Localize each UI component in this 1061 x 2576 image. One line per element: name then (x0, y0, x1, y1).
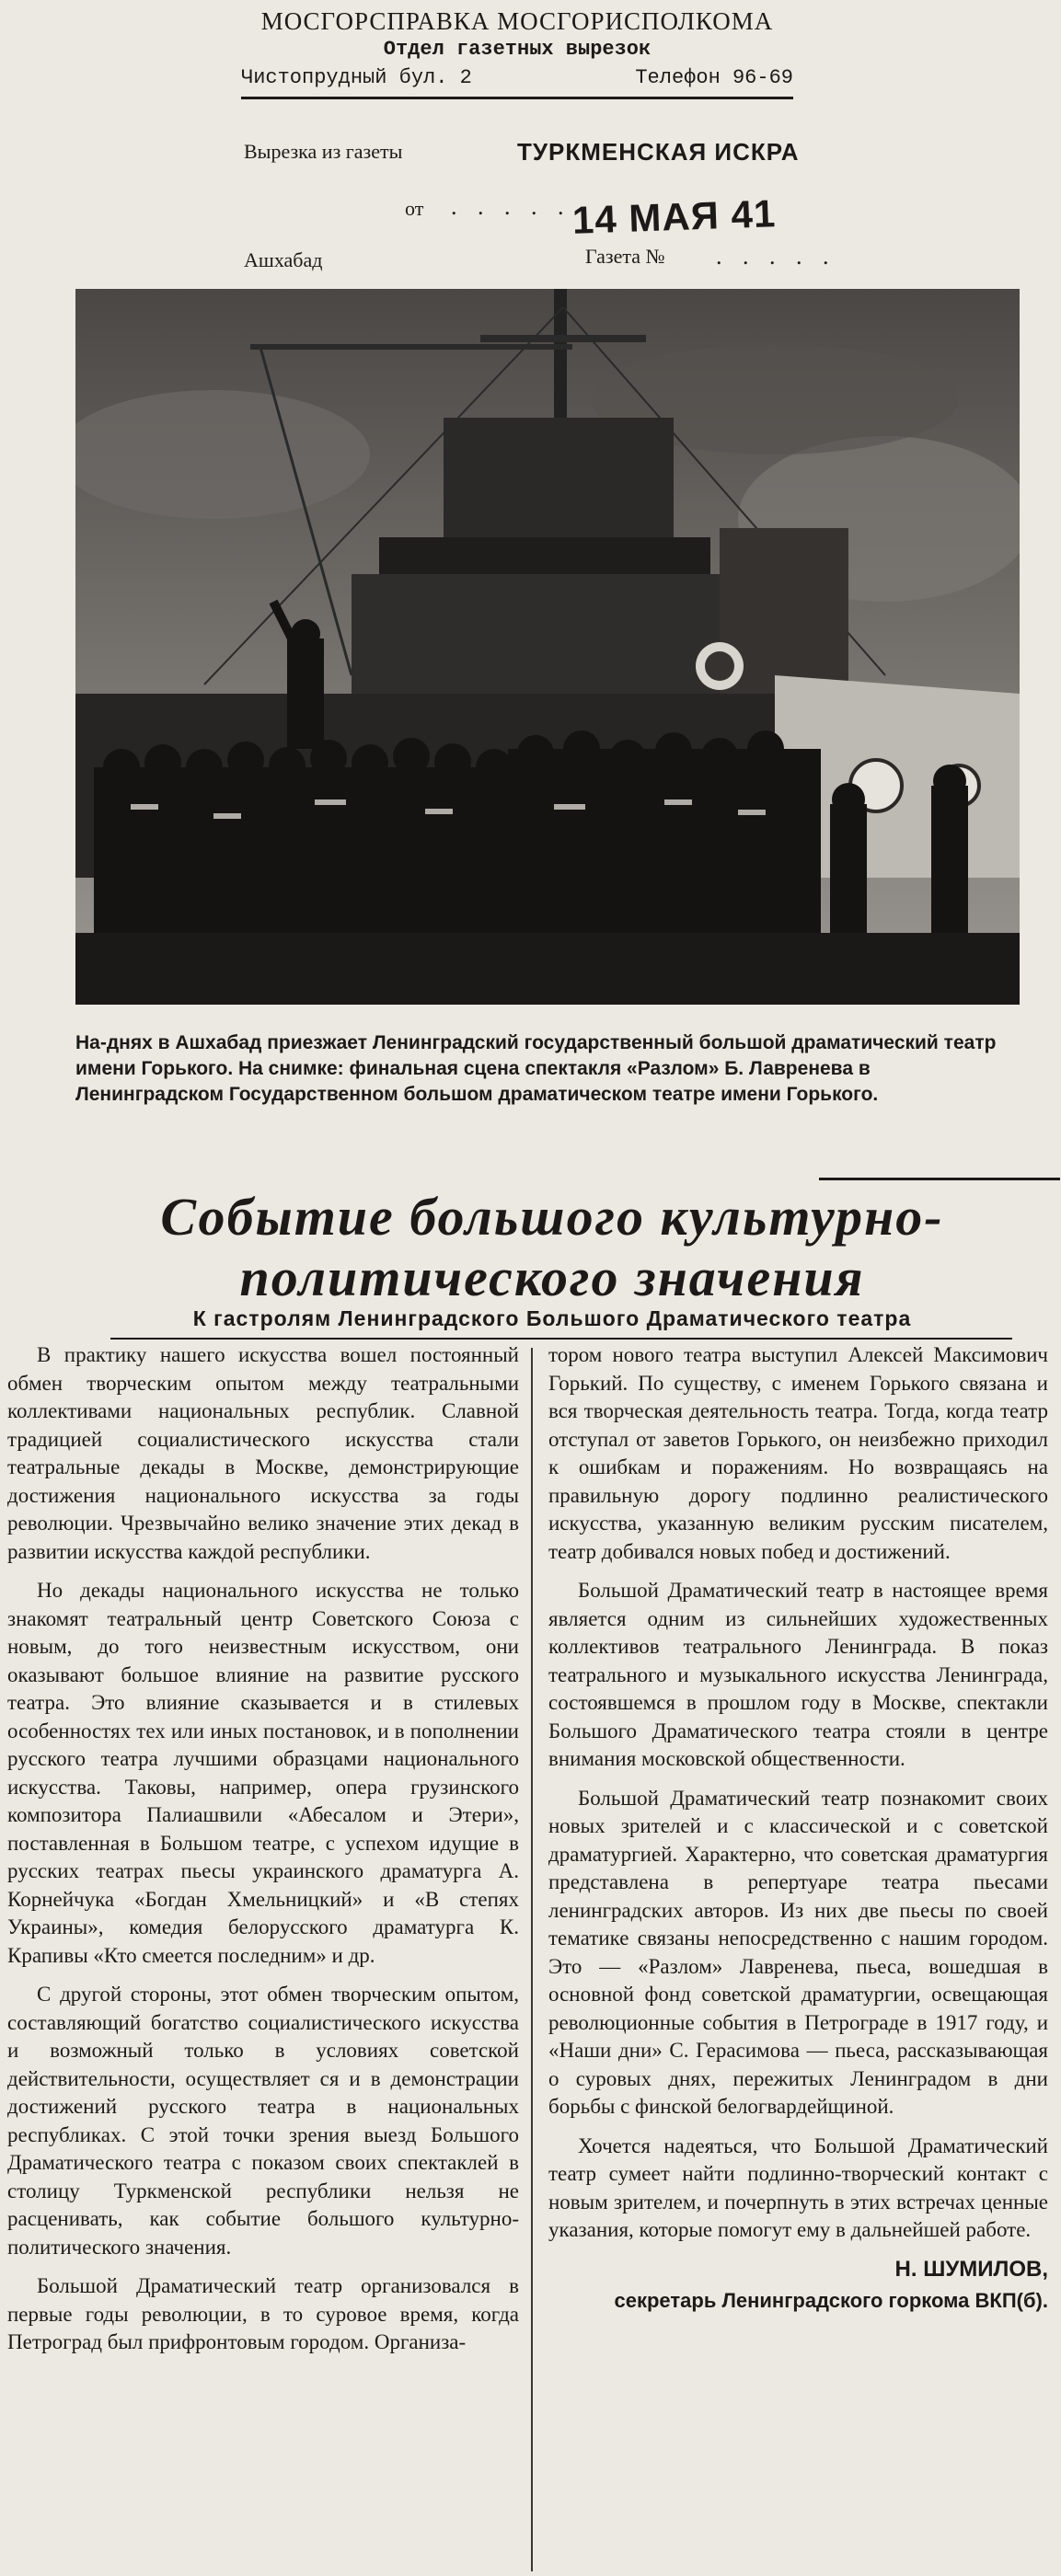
stamp-phone: Телефон 96-69 (635, 66, 793, 89)
issue-label: Газета № (585, 245, 665, 268)
paragraph: Хочется надеяться, что Большой Драматический театр сумеет найти подлинно-творческий контакт с новым зрителем, и почерпнуть в этих встречах ценные указания, которые помогут ему в дальнейшей работе. (548, 2133, 1048, 2241)
paragraph: Большой Драматический театр организовался в первые годы революции, в то суровое время, когда Петроград был прифронтовым городом. Организа- (7, 2274, 519, 2353)
issue-dots: . . . . . (716, 243, 836, 270)
date-label: от (405, 197, 424, 220)
article-subtitle: К гастролям Ленинградского Большого Драматического театра (192, 1306, 912, 1330)
headline-line-2: политического значения (239, 1248, 865, 1307)
author-name: Н. ШУМИЛОВ, (894, 2256, 1048, 2282)
headline-line-1: Событие большого культурно- (160, 1187, 944, 1247)
newspaper-name: ТУРКМЕНСКАЯ ИСКРА (517, 138, 800, 166)
paragraph-continued: тором нового театра выступил Алексей Максимович Горький. По существу, с именем Горького связана и вся творческая деятельность театра. Тогда, когда театр отступал от заветов Горького, он неизбежно приходил к ошибкам и поражениям. Но возвращаясь на правильную дорогу подлинно реалистического искусства, указанную великим русским писателем, театр добивался новых побед и достижений. (548, 1343, 1048, 1563)
subtitle-rule (110, 1338, 1012, 1340)
caption-rule (819, 1178, 1060, 1180)
article-column-right (548, 1341, 1048, 2316)
stamp-department: Отдел газетных вырезок (383, 38, 652, 61)
article-headline (92, 1187, 1012, 1308)
paragraph: В практику нашего искусства вошел постоянный обмен творческим опытом между театральными коллективами национальных республик. Славной традицией социалистического искусства стали театральные декады в Москве, демонстрирующие достижения национального искусства за годы революции. Чрезвычайно велико значение этих декад в развитии искусства каждой республики. (7, 1343, 519, 1563)
paragraph: Большой Драматический театр в настоящее время является одним из сильнейших художественных коллективов театрального Ленинграда. В показ театрального и музыкального искусства Ленинграда, состоявшемся в прошлом году в Москве, спектакли Большого Драматического театра стояли в центре внимания московской общественности. (548, 1579, 1048, 1770)
article-column-left (7, 1341, 519, 2368)
stage-photo-illustration (75, 289, 1020, 1005)
author-title: секретарь Ленинградского горкома ВКП(б). (614, 2289, 1048, 2312)
stamp-organization: МОСГОРСПРАВКА МОСГОРИСПОЛКОМА (260, 7, 774, 35)
date-stamp: 14 МАЯ 41 (571, 191, 778, 242)
photo-caption: На-днях в Ашхабад приезжает Ленинградский государственный большой драматический театр имени Горького. На снимке: финальная сцена спектакля «Разлом» Б. Лавренева в Ленинградском Государственном большом драматическом театре имени Горького. (75, 1032, 997, 1105)
paragraph: С другой стороны, этот обмен творческим опытом, составляющий богатство социалистического искусства и возможный только в условиях советской действительности, осуществляет ся и в демонстрации достижений русского театра в национальных республиках. С этой точки зрения выезд Большого Драматического театра с показом своих спектаклей в столицу Туркменской республики нельзя не расценивать, как событие большого культурно-политического значения. (7, 1983, 519, 2259)
column-divider (531, 1348, 533, 2571)
stage-photo (75, 289, 1020, 1005)
date-dots: . . . . . (451, 193, 571, 220)
paragraph: Но декады национального искусства не только знакомят театральный центр Советского Союза с новым, до того неизвестным искусством, они оказывают большое влияние на развитие русского театра. Это влияние сказывается и в стилевых особенностях тех или иных постановок, и в пополнении русского театра лучшими образцами национального искусства. Таковы, например, опера грузинского композитора Палиашвили «Абесалом и Этери», поставленная в Большом театре, с успехом идущие в русских театрах пьесы украинского драматурга А. Корнейчука «Богдан Хмельницкий» и «В степях Украины», комедия белорусского драматурга К. Крапивы «Кто смеется последним» и др. (7, 1579, 519, 1967)
clipping-from-label: Вырезка из газеты (244, 140, 403, 163)
paragraph: Большой Драматический театр познакомит своих новых зрителей и с классической и с советской драматургией. Характерно, что советская драматургия представлена в репертуаре театра пьесами ленинградских авторов. Из них две пьесы по своей тематике связаны непосредственно с нашим городом. Это — «Разлом» Лавренева, пьеса, вошедшая в основной фонд советской драматургии, освещающая революционные события в Петрограде в 1917 году, и «Наши дни» С. Герасимова — пьеса, рассказывающая о суровых днях, пережитых Ленинградом в дни борьбы с финской белогвардейщиной. (548, 1786, 1048, 2118)
clipping-service-stamp (241, 7, 793, 99)
city-label: Ашхабад (244, 248, 323, 271)
stamp-address: Чистопрудный бул. 2 (241, 66, 472, 89)
stamp-address-row (241, 66, 793, 99)
